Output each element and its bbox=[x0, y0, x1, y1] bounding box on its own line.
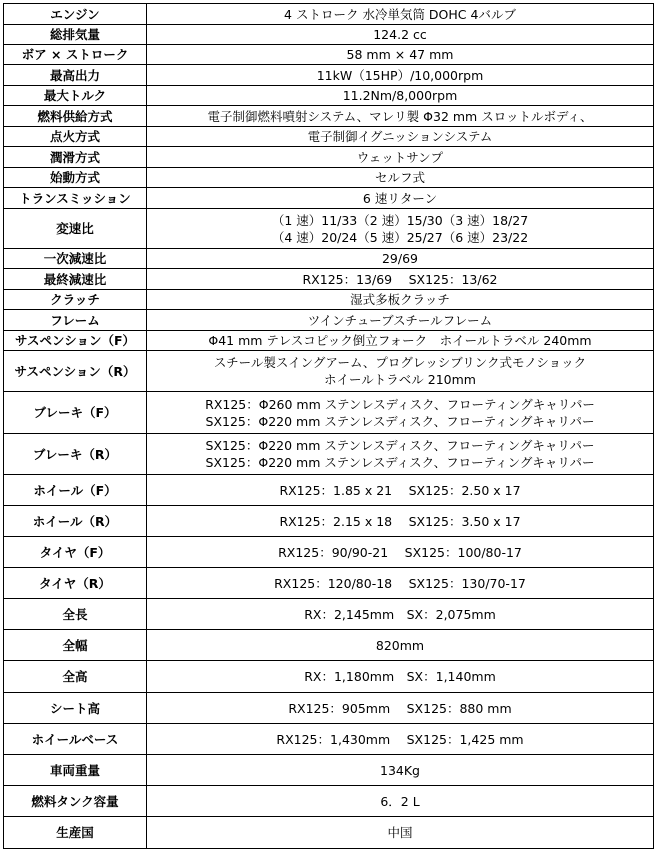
spec-value-line: RX125：905mm SX125：880 mm bbox=[288, 700, 512, 716]
spec-table-body bbox=[4, 4, 654, 849]
spec-row bbox=[4, 106, 654, 127]
spec-row bbox=[4, 392, 654, 434]
spec-row bbox=[4, 168, 654, 188]
spec-value-line: RX125：90/90-21 SX125：100/80-17 bbox=[278, 544, 522, 560]
spec-label: サスペンション（F） bbox=[4, 331, 147, 351]
spec-value bbox=[147, 209, 654, 249]
spec-row bbox=[4, 25, 654, 45]
spec-value-line: 6 速リターン bbox=[362, 190, 438, 206]
spec-row bbox=[4, 568, 654, 599]
spec-label: ボア × ストローク bbox=[4, 45, 147, 65]
spec-value-line: 4 ストローク 水冷単気筒 DOHC 4バルブ bbox=[284, 6, 516, 22]
spec-row bbox=[4, 724, 654, 755]
spec-label: ブレーキ（F） bbox=[4, 392, 147, 434]
spec-label: シート高 bbox=[4, 693, 147, 724]
spec-value-line: 電子制御燃料噴射システム、マレリ製 Φ32 mm スロットルボディ、 bbox=[207, 108, 593, 124]
spec-row bbox=[4, 147, 654, 168]
spec-value-line: RX125：Φ260 mm ステンレスディスク、フローティングキャリパー bbox=[205, 396, 595, 412]
spec-row bbox=[4, 310, 654, 331]
spec-value bbox=[147, 817, 654, 849]
spec-row bbox=[4, 693, 654, 724]
spec-value-line: 124.2 cc bbox=[373, 27, 427, 42]
spec-value-line: Φ41 mm テレスコピック倒立フォーク ホイールトラベル 240mm bbox=[208, 333, 592, 348]
spec-value bbox=[147, 127, 654, 147]
spec-row bbox=[4, 269, 654, 290]
spec-label: タイヤ（F） bbox=[4, 537, 147, 568]
spec-value bbox=[147, 25, 654, 45]
spec-row bbox=[4, 45, 654, 65]
spec-value-line: ウェットサンプ bbox=[356, 149, 444, 165]
spec-row bbox=[4, 249, 654, 269]
spec-label: 燃料タンク容量 bbox=[4, 786, 147, 817]
spec-value-line: （4 速）20/24（5 速）25/27（6 速）23/22 bbox=[271, 229, 529, 245]
spec-row bbox=[4, 661, 654, 693]
spec-value bbox=[147, 249, 654, 269]
spec-value bbox=[147, 506, 654, 537]
spec-value bbox=[147, 693, 654, 724]
spec-label: トランスミッション bbox=[4, 188, 147, 209]
spec-value bbox=[147, 475, 654, 506]
spec-row bbox=[4, 127, 654, 147]
spec-value-line: RX125：1,430mm SX125：1,425 mm bbox=[276, 731, 524, 747]
spec-value bbox=[147, 724, 654, 755]
spec-label: サスペンション（R） bbox=[4, 351, 147, 392]
spec-value bbox=[147, 351, 654, 392]
spec-value-line: ホイールトラベル 210mm bbox=[324, 372, 476, 387]
spec-row bbox=[4, 506, 654, 537]
spec-value bbox=[147, 4, 654, 25]
spec-row bbox=[4, 4, 654, 25]
spec-value-line: 134Kg bbox=[380, 762, 420, 778]
spec-value-line: 29/69 bbox=[381, 251, 419, 266]
spec-row bbox=[4, 188, 654, 209]
spec-value bbox=[147, 45, 654, 65]
spec-label: 点火方式 bbox=[4, 127, 147, 147]
spec-value-line: ツインチューブスチールフレーム bbox=[307, 312, 493, 328]
spec-label: 最高出力 bbox=[4, 65, 147, 86]
spec-value-line: 湿式多板クラッチ bbox=[350, 292, 450, 307]
spec-value-line: 中国 bbox=[387, 825, 413, 840]
spec-label: 車両重量 bbox=[4, 755, 147, 786]
spec-label: ブレーキ（R） bbox=[4, 434, 147, 475]
spec-value bbox=[147, 147, 654, 168]
spec-value bbox=[147, 568, 654, 599]
spec-value bbox=[147, 755, 654, 786]
spec-value bbox=[147, 537, 654, 568]
spec-label: タイヤ（R） bbox=[4, 568, 147, 599]
spec-value-line: （1 速）11/33（2 速）15/30（3 速）18/27 bbox=[271, 212, 529, 228]
spec-value-line: 11.2Nm/8,000rpm bbox=[342, 88, 458, 103]
spec-label: フレーム bbox=[4, 310, 147, 331]
spec-value bbox=[147, 310, 654, 331]
spec-label: 一次減速比 bbox=[4, 249, 147, 269]
spec-value-line: 820mm bbox=[375, 637, 425, 653]
spec-value-line: セルフ式 bbox=[374, 170, 425, 185]
spec-value bbox=[147, 599, 654, 630]
spec-value-line: RX：2,145mm SX：2,075mm bbox=[304, 606, 496, 622]
spec-row bbox=[4, 331, 654, 351]
spec-row bbox=[4, 65, 654, 86]
spec-label: 始動方式 bbox=[4, 168, 147, 188]
spec-value bbox=[147, 65, 654, 86]
spec-row bbox=[4, 599, 654, 630]
spec-value-line: RX125：13/69 SX125：13/62 bbox=[302, 271, 498, 287]
spec-value bbox=[147, 188, 654, 209]
spec-value-line: RX125：1.85 x 21 SX125：2.50 x 17 bbox=[279, 482, 521, 498]
spec-value bbox=[147, 786, 654, 817]
spec-row bbox=[4, 817, 654, 849]
spec-row bbox=[4, 434, 654, 475]
spec-row bbox=[4, 537, 654, 568]
spec-table bbox=[3, 3, 654, 849]
spec-row bbox=[4, 755, 654, 786]
spec-value bbox=[147, 434, 654, 475]
spec-value-line: 電子制御イグニッションシステム bbox=[307, 129, 493, 144]
spec-row bbox=[4, 786, 654, 817]
spec-label: ホイール（R） bbox=[4, 506, 147, 537]
spec-label: 総排気量 bbox=[4, 25, 147, 45]
spec-value bbox=[147, 269, 654, 290]
spec-value-line: SX125：Φ220 mm ステンレスディスク、フローティングキャリパー bbox=[205, 455, 595, 470]
spec-value-line: RX：1,180mm SX：1,140mm bbox=[304, 669, 496, 684]
spec-label: クラッチ bbox=[4, 290, 147, 310]
spec-label: ホイール（F） bbox=[4, 475, 147, 506]
spec-label: 最終減速比 bbox=[4, 269, 147, 290]
spec-label: 全長 bbox=[4, 599, 147, 630]
spec-row bbox=[4, 290, 654, 310]
spec-value-line: 6．2 L bbox=[380, 793, 420, 809]
spec-label: 全幅 bbox=[4, 630, 147, 661]
spec-label: 最大トルク bbox=[4, 86, 147, 106]
spec-value-line: RX125：2.15 x 18 SX125：3.50 x 17 bbox=[279, 513, 521, 529]
spec-value-line: 11kW（15HP）/10,000rpm bbox=[316, 67, 484, 83]
spec-row bbox=[4, 86, 654, 106]
spec-value-line: スチール製スイングアーム、プログレッシブリンク式モノショック bbox=[213, 355, 587, 370]
spec-value bbox=[147, 661, 654, 693]
spec-row bbox=[4, 630, 654, 661]
spec-value bbox=[147, 290, 654, 310]
spec-value bbox=[147, 86, 654, 106]
spec-label: 変速比 bbox=[4, 209, 147, 249]
spec-label: 潤滑方式 bbox=[4, 147, 147, 168]
spec-row bbox=[4, 209, 654, 249]
spec-label: 全高 bbox=[4, 661, 147, 693]
spec-value bbox=[147, 106, 654, 127]
spec-value-line: RX125：120/80-18 SX125：130/70-17 bbox=[274, 575, 526, 591]
spec-value-line: SX125：Φ220 mm ステンレスディスク、フローティングキャリパー bbox=[205, 438, 595, 453]
spec-row bbox=[4, 351, 654, 392]
spec-value bbox=[147, 331, 654, 351]
spec-value bbox=[147, 168, 654, 188]
spec-label: エンジン bbox=[4, 4, 147, 25]
spec-label: 燃料供給方式 bbox=[4, 106, 147, 127]
spec-label: ホイールベース bbox=[4, 724, 147, 755]
spec-value bbox=[147, 630, 654, 661]
spec-row bbox=[4, 475, 654, 506]
spec-value-line: SX125：Φ220 mm ステンレスディスク、フローティングキャリパー bbox=[205, 413, 595, 429]
spec-label: 生産国 bbox=[4, 817, 147, 849]
spec-value-line: 58 mm × 47 mm bbox=[346, 47, 454, 62]
spec-value bbox=[147, 392, 654, 434]
